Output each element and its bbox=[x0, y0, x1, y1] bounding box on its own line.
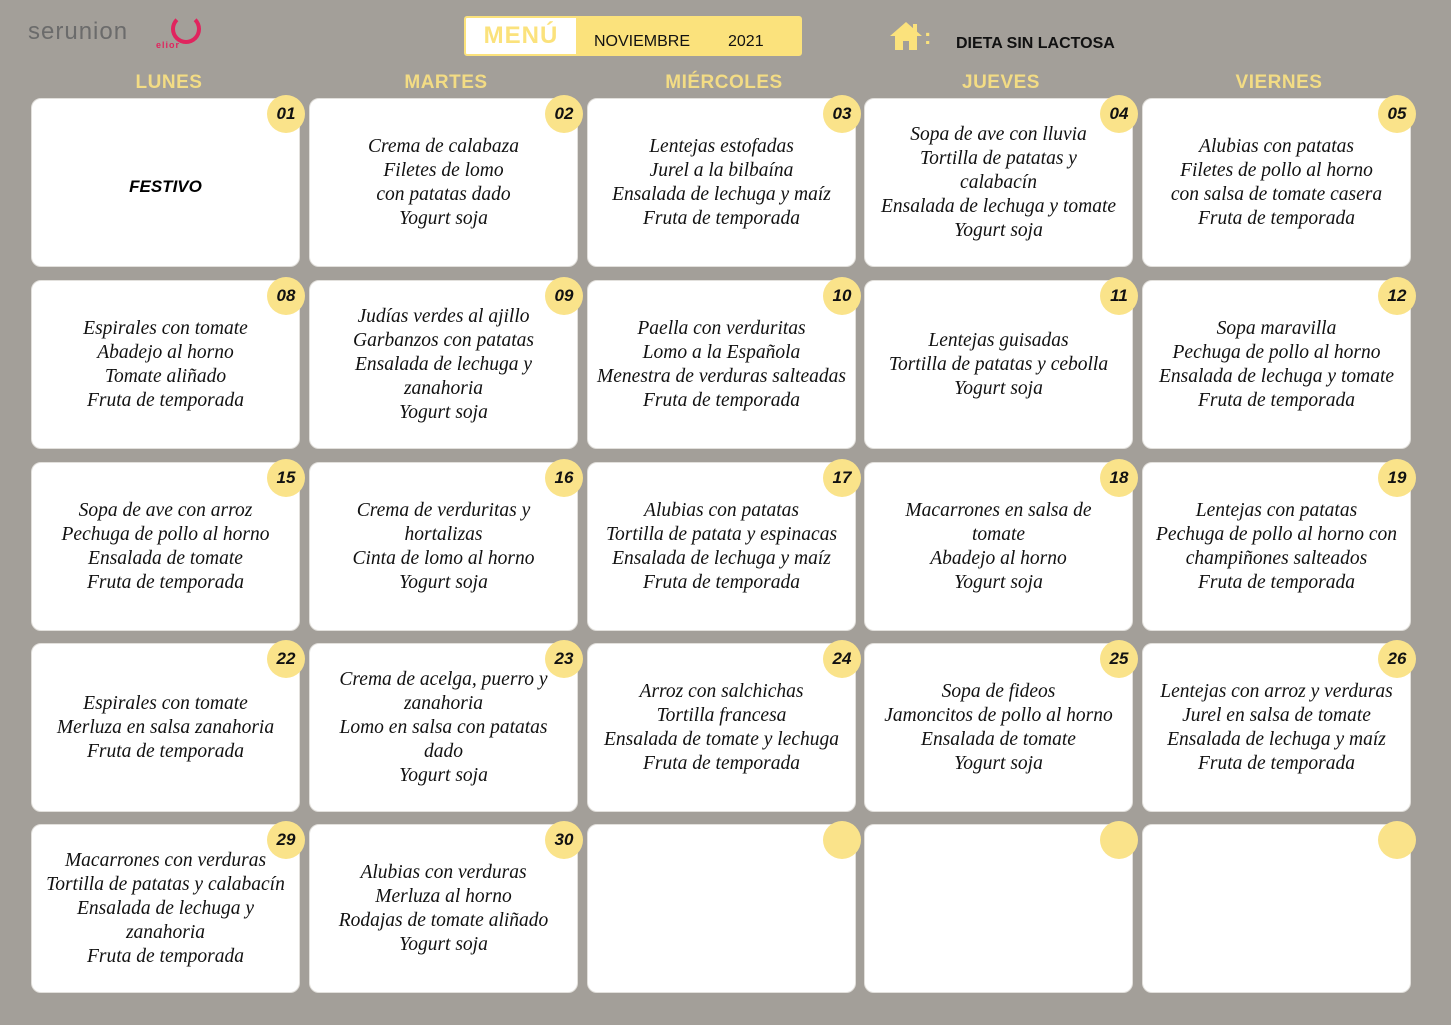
dish-line: Crema de calabaza bbox=[368, 135, 519, 157]
day-number-badge: 30 bbox=[545, 821, 583, 859]
day-cell bbox=[1142, 98, 1411, 267]
day-cell bbox=[309, 280, 578, 449]
dish-list bbox=[34, 281, 297, 448]
dish-line: Fruta de temporada bbox=[1197, 207, 1356, 229]
day-number-badge: 01 bbox=[267, 95, 305, 133]
dish-line: Fruta de temporada bbox=[1197, 571, 1356, 593]
dish-line: Sopa maravilla bbox=[1216, 317, 1337, 339]
dish-line: hortalizas bbox=[404, 523, 483, 545]
dish-line: champiñones salteados bbox=[1185, 547, 1368, 569]
dish-line: Merluza al horno bbox=[375, 885, 512, 907]
day-number-badge: 05 bbox=[1378, 95, 1416, 133]
day-cell bbox=[587, 462, 856, 631]
dish-list bbox=[590, 463, 853, 630]
dish-line: Espirales con tomate bbox=[83, 317, 248, 339]
day-cell bbox=[31, 98, 300, 267]
house-colon: : bbox=[924, 24, 932, 49]
dish-list bbox=[34, 463, 297, 630]
day-number-badge: 03 bbox=[823, 95, 861, 133]
day-number-badge bbox=[823, 821, 861, 859]
weekday-header: VIERNES bbox=[1235, 72, 1323, 93]
day-number-badge: 24 bbox=[823, 640, 861, 678]
menu-label: MENÚ bbox=[466, 18, 576, 54]
dish-line: zanahoria bbox=[125, 921, 206, 943]
dish-line: Crema de acelga, puerro y bbox=[339, 668, 548, 690]
holiday-label: FESTIVO bbox=[129, 177, 202, 196]
day-cell bbox=[587, 824, 856, 993]
dish-line: Fruta de temporada bbox=[642, 389, 801, 411]
dish-list bbox=[312, 644, 575, 811]
day-cell bbox=[1142, 643, 1411, 812]
weekday-header: LUNES bbox=[135, 72, 203, 93]
dish-line: con salsa de tomate casera bbox=[1170, 183, 1383, 205]
dish-line: Merluza en salsa zanahoria bbox=[56, 716, 275, 738]
diet-title: DIETA SIN LACTOSA bbox=[956, 35, 1115, 52]
weekday-header: JUEVES bbox=[962, 72, 1040, 93]
dish-line: Lomo en salsa con patatas bbox=[339, 716, 548, 738]
day-number-badge: 26 bbox=[1378, 640, 1416, 678]
day-number-badge: 18 bbox=[1100, 459, 1138, 497]
dish-line: Ensalada de tomate bbox=[921, 728, 1076, 750]
dish-line: Yogurt soja bbox=[399, 764, 488, 786]
dish-line: Jurel en salsa de tomate bbox=[1182, 704, 1371, 726]
dish-line: Menestra de verduras salteadas bbox=[597, 365, 846, 387]
dish-list bbox=[312, 281, 575, 448]
day-number-badge bbox=[1100, 821, 1138, 859]
dish-line: Ensalada de tomate y lechuga bbox=[603, 728, 840, 750]
day-number-badge: 17 bbox=[823, 459, 861, 497]
dish-line: Ensalada de tomate bbox=[88, 547, 243, 569]
dish-line: Yogurt soja bbox=[954, 571, 1043, 593]
day-number-badge: 11 bbox=[1100, 277, 1138, 315]
logo-subtext: elior bbox=[156, 40, 181, 50]
day-cell bbox=[31, 643, 300, 812]
day-cell bbox=[1142, 824, 1411, 993]
dish-line: Lentejas estofadas bbox=[649, 135, 794, 157]
day-cell bbox=[31, 462, 300, 631]
dish-line: Espirales con tomate bbox=[83, 692, 248, 714]
menu-month: NOVIEMBRE bbox=[594, 33, 691, 50]
dish-list bbox=[312, 463, 575, 630]
dish-list bbox=[1145, 644, 1408, 811]
day-cell bbox=[309, 462, 578, 631]
menu-header-box bbox=[464, 16, 802, 56]
dish-line: zanahoria bbox=[403, 692, 484, 714]
dish-line: Lentejas con patatas bbox=[1195, 499, 1358, 521]
dish-line: Tomate aliñado bbox=[104, 365, 227, 387]
day-cell bbox=[587, 98, 856, 267]
dish-line: Ensalada de lechuga y tomate bbox=[1158, 365, 1395, 387]
dish-line: Sopa de fideos bbox=[941, 680, 1056, 702]
day-number-badge: 16 bbox=[545, 459, 583, 497]
dish-line: Jamoncitos de pollo al horno bbox=[884, 704, 1113, 726]
dish-list bbox=[867, 99, 1130, 266]
dish-line: Alubias con verduras bbox=[360, 861, 527, 883]
logo-text: serunion bbox=[28, 18, 129, 45]
dish-line: Filetes de pollo al horno bbox=[1180, 159, 1373, 181]
day-cell bbox=[309, 643, 578, 812]
dish-line: Alubias con patatas bbox=[1199, 135, 1354, 157]
day-cell bbox=[864, 824, 1133, 993]
dish-line: Judías verdes al ajillo bbox=[357, 305, 530, 327]
dish-line: Lomo a la Española bbox=[642, 341, 801, 363]
dish-line: Sopa de ave con arroz bbox=[78, 499, 253, 521]
dish-line: Alubias con patatas bbox=[644, 499, 799, 521]
dish-list bbox=[590, 644, 853, 811]
day-number-badge: 29 bbox=[267, 821, 305, 859]
day-number-badge bbox=[1378, 821, 1416, 859]
day-cell bbox=[587, 643, 856, 812]
dish-line: Yogurt soja bbox=[954, 752, 1043, 774]
weekday-header: MIÉRCOLES bbox=[665, 72, 783, 93]
dish-line: dado bbox=[424, 740, 463, 762]
dish-line: Sopa de ave con lluvia bbox=[910, 123, 1087, 145]
dish-line: Fruta de temporada bbox=[86, 389, 245, 411]
day-cell bbox=[31, 824, 300, 993]
dish-line: Yogurt soja bbox=[954, 377, 1043, 399]
dish-list bbox=[867, 463, 1130, 630]
day-number-badge: 12 bbox=[1378, 277, 1416, 315]
dish-line: Fruta de temporada bbox=[1197, 752, 1356, 774]
house-icon bbox=[888, 20, 924, 52]
day-number-badge: 23 bbox=[545, 640, 583, 678]
day-cell bbox=[31, 280, 300, 449]
dish-line: Lentejas con arroz y verduras bbox=[1160, 680, 1393, 702]
dish-line: calabacín bbox=[960, 171, 1037, 193]
dish-line: zanahoria bbox=[403, 377, 484, 399]
dish-list bbox=[34, 825, 297, 992]
menu-year: 2021 bbox=[728, 33, 764, 50]
dish-line: Ensalada de lechuga y bbox=[354, 353, 533, 375]
dish-line: Abadejo al horno bbox=[97, 341, 234, 363]
dish-list bbox=[590, 99, 853, 266]
day-cell bbox=[1142, 280, 1411, 449]
day-cell bbox=[864, 280, 1133, 449]
dish-line: Arroz con salchichas bbox=[639, 680, 804, 702]
dish-list bbox=[867, 281, 1130, 448]
dish-line: Tortilla francesa bbox=[656, 704, 787, 726]
dish-line: Ensalada de lechuga y maíz bbox=[612, 183, 831, 205]
dish-line: Fruta de temporada bbox=[1197, 389, 1356, 411]
day-number-badge: 15 bbox=[267, 459, 305, 497]
dish-line: Pechuga de pollo al horno con bbox=[1156, 523, 1397, 545]
day-number-badge: 02 bbox=[545, 95, 583, 133]
dish-line: Fruta de temporada bbox=[86, 571, 245, 593]
dish-list bbox=[1145, 99, 1408, 266]
day-number-badge: 09 bbox=[545, 277, 583, 315]
dish-line: Ensalada de lechuga y maíz bbox=[1167, 728, 1386, 750]
day-number-badge: 22 bbox=[267, 640, 305, 678]
dish-line: Ensalada de lechuga y bbox=[76, 897, 255, 919]
day-number-badge: 10 bbox=[823, 277, 861, 315]
dish-list bbox=[1145, 463, 1408, 630]
day-number-badge: 19 bbox=[1378, 459, 1416, 497]
day-number-badge: 25 bbox=[1100, 640, 1138, 678]
dish-line: Yogurt soja bbox=[399, 401, 488, 423]
dish-line: con patatas dado bbox=[376, 183, 511, 205]
dish-line: Paella con verduritas bbox=[637, 317, 806, 339]
dish-line: Pechuga de pollo al horno bbox=[61, 523, 270, 545]
dish-line: Tortilla de patatas y bbox=[920, 147, 1077, 169]
dish-line: Crema de verduritas y bbox=[356, 499, 531, 521]
day-cell bbox=[309, 824, 578, 993]
dish-line: Cinta de lomo al horno bbox=[352, 547, 535, 569]
day-number-badge: 08 bbox=[267, 277, 305, 315]
dish-line: Fruta de temporada bbox=[642, 571, 801, 593]
dish-line: Ensalada de lechuga y maíz bbox=[612, 547, 831, 569]
dish-list bbox=[34, 644, 297, 811]
dish-line: Yogurt soja bbox=[399, 933, 488, 955]
day-cell bbox=[864, 98, 1133, 267]
logo bbox=[28, 16, 218, 56]
weekday-header: MARTES bbox=[404, 72, 488, 93]
dish-line: Fruta de temporada bbox=[642, 207, 801, 229]
dish-line: Garbanzos con patatas bbox=[353, 329, 534, 351]
day-number-badge: 04 bbox=[1100, 95, 1138, 133]
dish-line: Macarrones con verduras bbox=[64, 849, 267, 871]
dish-line: tomate bbox=[971, 523, 1026, 545]
dish-list bbox=[590, 281, 853, 448]
dish-line: Tortilla de patata y espinacas bbox=[605, 523, 838, 545]
dish-line: Yogurt soja bbox=[954, 219, 1043, 241]
dish-line: Macarrones en salsa de bbox=[905, 499, 1092, 521]
dish-line: Rodajas de tomate aliñado bbox=[338, 909, 549, 931]
dish-line: Fruta de temporada bbox=[86, 945, 245, 967]
day-cell bbox=[309, 98, 578, 267]
dish-line: Lentejas guisadas bbox=[928, 329, 1069, 351]
dish-list bbox=[1145, 281, 1408, 448]
day-cell bbox=[864, 462, 1133, 631]
dish-line: Ensalada de lechuga y tomate bbox=[880, 195, 1117, 217]
dish-line: Pechuga de pollo al horno bbox=[1172, 341, 1381, 363]
day-cell bbox=[587, 280, 856, 449]
dish-line: Abadejo al horno bbox=[930, 547, 1067, 569]
dish-line: Tortilla de patatas y calabacín bbox=[46, 873, 285, 895]
dish-list bbox=[312, 825, 575, 992]
dish-line: Fruta de temporada bbox=[86, 740, 245, 762]
dish-line: Filetes de lomo bbox=[383, 159, 504, 181]
dish-list bbox=[312, 99, 575, 266]
dish-line: Yogurt soja bbox=[399, 207, 488, 229]
dish-line: Jurel a la bilbaína bbox=[649, 159, 794, 181]
day-cell bbox=[1142, 462, 1411, 631]
day-cell bbox=[864, 643, 1133, 812]
dish-line: Tortilla de patatas y cebolla bbox=[888, 353, 1109, 375]
dish-list bbox=[867, 644, 1130, 811]
dish-line: Fruta de temporada bbox=[642, 752, 801, 774]
dish-line: Yogurt soja bbox=[399, 571, 488, 593]
